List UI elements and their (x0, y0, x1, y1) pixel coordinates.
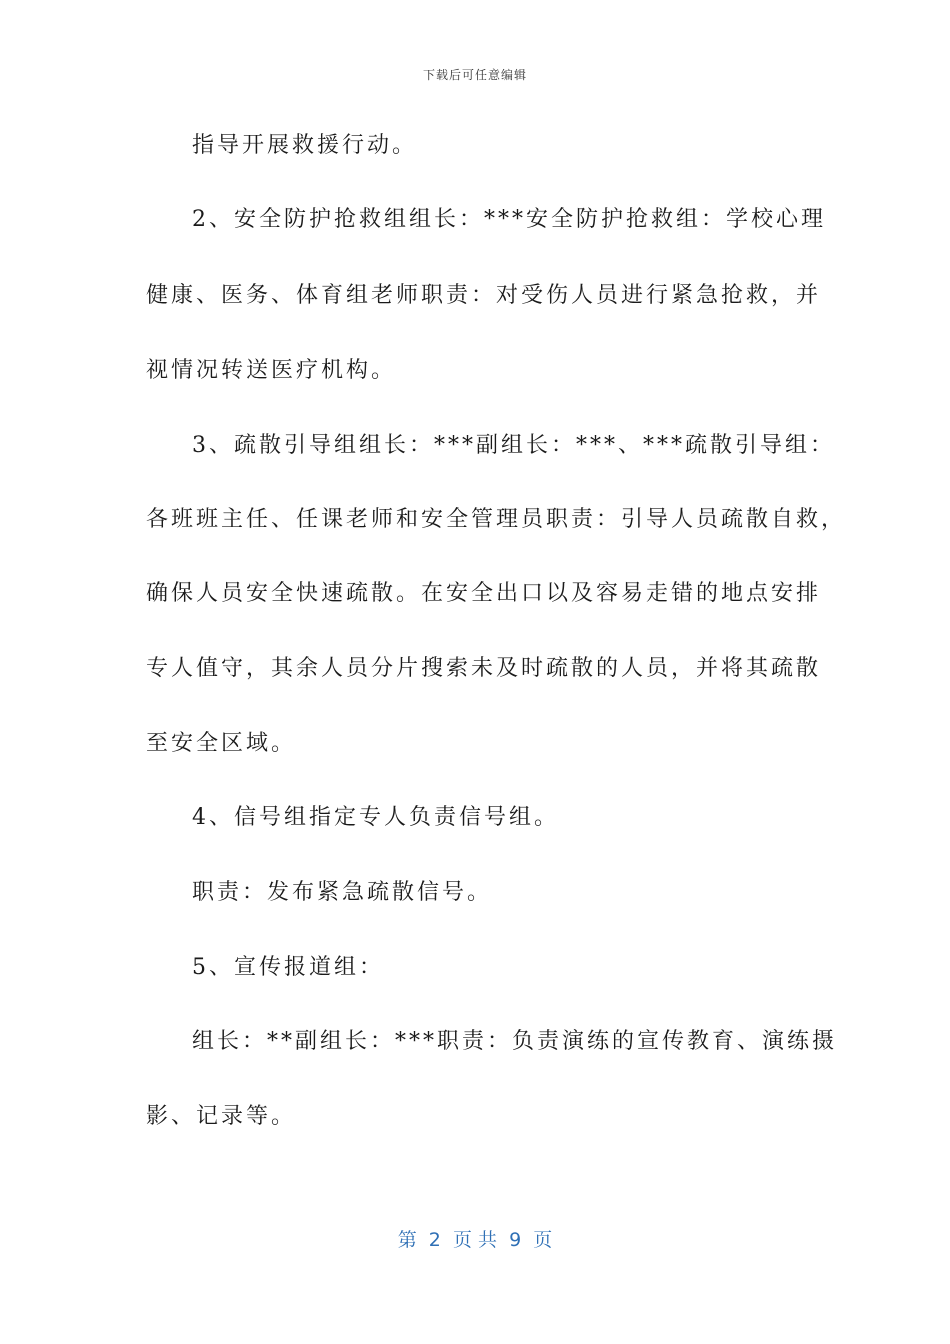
paragraph-line: 3、疏散引导组组长：***副组长：***、***疏散引导组： (192, 433, 835, 458)
paragraph-line: 指导开展救援行动。 (192, 133, 418, 158)
paragraph-line: 专人值守，其余人员分片搜索未及时疏散的人员，并将其疏散 (146, 656, 822, 681)
paragraph-line: 4、信号组指定专人负责信号组。 (192, 805, 559, 830)
page-number-footer: 第 2 页 共 9 页 (397, 1229, 553, 1251)
paragraph-line: 职责：发布紧急疏散信号。 (192, 880, 493, 905)
paragraph-line: 至安全区域。 (146, 731, 297, 756)
paragraph-line: 2、安全防护抢救组组长：***安全防护抢救组：学校心理 (192, 207, 826, 232)
paragraph-line: 各班班主任、任课老师和安全管理员职责：引导人员疏散自救， (146, 507, 847, 532)
paragraph-line: 视情况转送医疗机构。 (146, 358, 397, 383)
header-note: 下载后可任意编辑 (422, 68, 527, 82)
paragraph-line: 确保人员安全快速疏散。在安全出口以及容易走错的地点安排 (146, 581, 822, 606)
paragraph-line: 健康、医务、体育组老师职责：对受伤人员进行紧急抢救，并 (146, 283, 822, 308)
paragraph-line: 5、宣传报道组： (192, 955, 384, 980)
paragraph-line: 组长：**副组长：***职责：负责演练的宣传教育、演练摄 (192, 1029, 838, 1054)
paragraph-line: 影、记录等。 (146, 1104, 297, 1129)
